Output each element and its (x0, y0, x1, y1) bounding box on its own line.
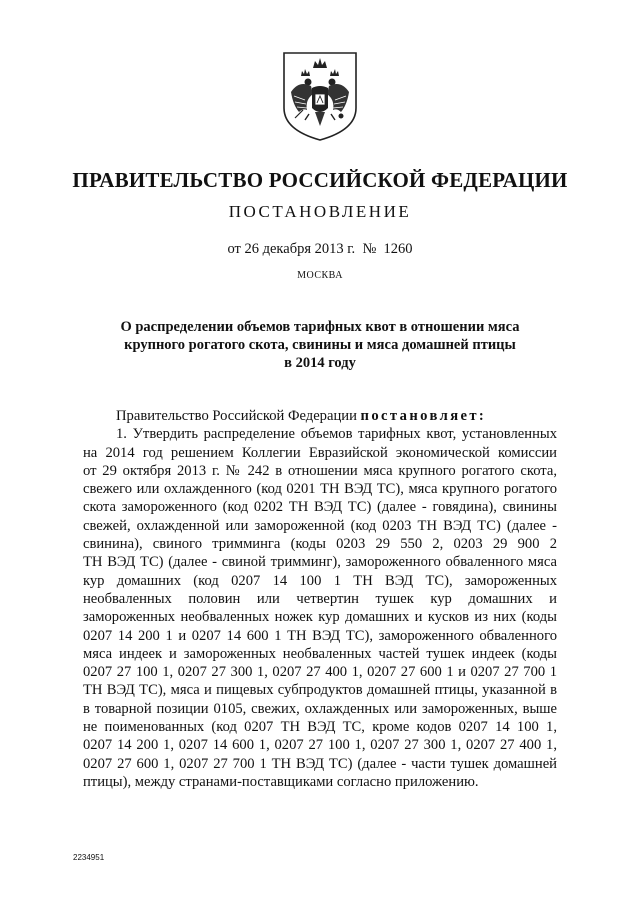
preamble-verb: постановляет: (360, 408, 487, 424)
body-line: 0207 27 600 1, 0207 27 700 1 ТН ВЭД ТС) (далее - части тушек домашней (83, 755, 557, 772)
body-line: свежей, охлажденной или замороженной (код 0203 ТН ВЭД ТС) (далее - (83, 517, 557, 534)
body-line: 0207 14 200 1 и 0207 14 600 1 ТН ВЭД ТС), замороженного обваленного (83, 627, 557, 644)
body-line: ТН ВЭД ТС), мяса и пищевых субпродуктов домашней птицы, указанной в (83, 682, 557, 699)
document-code: 2234951 (73, 853, 105, 862)
body-line: кур домашних (код 0207 14 100 1 ТН ВЭД ТС), замороженных (83, 572, 557, 589)
body-line: не поименованных (код 0207 ТН ВЭД ТС, кроме кодов 0207 14 100 1, (83, 719, 557, 736)
document-type: ПОСТАНОВЛЕНИЕ (228, 202, 412, 221)
document-body (83, 407, 557, 791)
number-sign: № (362, 241, 377, 257)
body-line: 1. Утвердить распределение объемов тарифных квот, установленных (116, 426, 557, 443)
government-name: ПРАВИТЕЛЬСТВО РОССИЙСКОЙ ФЕДЕРАЦИИ (72, 168, 568, 192)
title-line: О распределении объемов тарифных квот в отношении мяса (120, 319, 520, 335)
russian-coat-of-arms-icon (281, 50, 359, 142)
document-number: 1260 (383, 241, 413, 257)
body-line: свежего или охлажденного (код 0201 ТН ВЭД ТС), мяса крупного рогатого (83, 481, 557, 498)
body-line: 0207 27 100 1, 0207 27 300 1, 0207 27 400 1, 0207 27 600 1 и 0207 27 700 1 (83, 664, 557, 681)
preamble (83, 407, 557, 425)
body-line: ТН ВЭД ТС) (далее - свиной тримминг), замороженного обваленного мяса (83, 554, 557, 571)
body-line: на 2014 год решением Коллегии Евразийской экономической комиссии (83, 444, 557, 461)
body-line: скота замороженного (код 0202 ТН ВЭД ТС) (далее - говядина), свинины (83, 499, 557, 516)
document-title (60, 318, 580, 372)
body-line: 0207 14 200 1, 0207 14 600 1, 0207 27 100 1, 0207 27 300 1, 0207 27 400 1, (83, 737, 557, 754)
city: МОСКВА (297, 270, 343, 281)
title-line: в 2014 году (284, 355, 356, 371)
body-line: необваленных половин или четвертин тушек кур домашних и (83, 590, 557, 607)
date-line (40, 241, 600, 258)
body-line: птицы), между странами-поставщиками согласно приложению. (83, 773, 479, 790)
preamble-text: Правительство Российской Федерации (116, 408, 361, 424)
document-date: от 26 декабря 2013 г. (227, 241, 356, 257)
body-line: в товарной позиции 0105, свежих, охлажденных или замороженных, выше (83, 700, 557, 717)
body-line: мяса индеек и замороженных необваленных частей тушек индеек (коды (83, 645, 557, 662)
body-line: свинина), свиного тримминга (коды 0203 29 550 2, 0203 29 900 2 (83, 536, 557, 553)
body-line: от 29 октября 2013 г. № 242 в отношении мяса крупного рогатого скота, (83, 462, 557, 479)
title-line: крупного рогатого скота, свинины и мяса домашней птицы (124, 337, 516, 353)
body-line: замороженных необваленных ножек кур домашних и кусков из них (коды (83, 609, 557, 626)
